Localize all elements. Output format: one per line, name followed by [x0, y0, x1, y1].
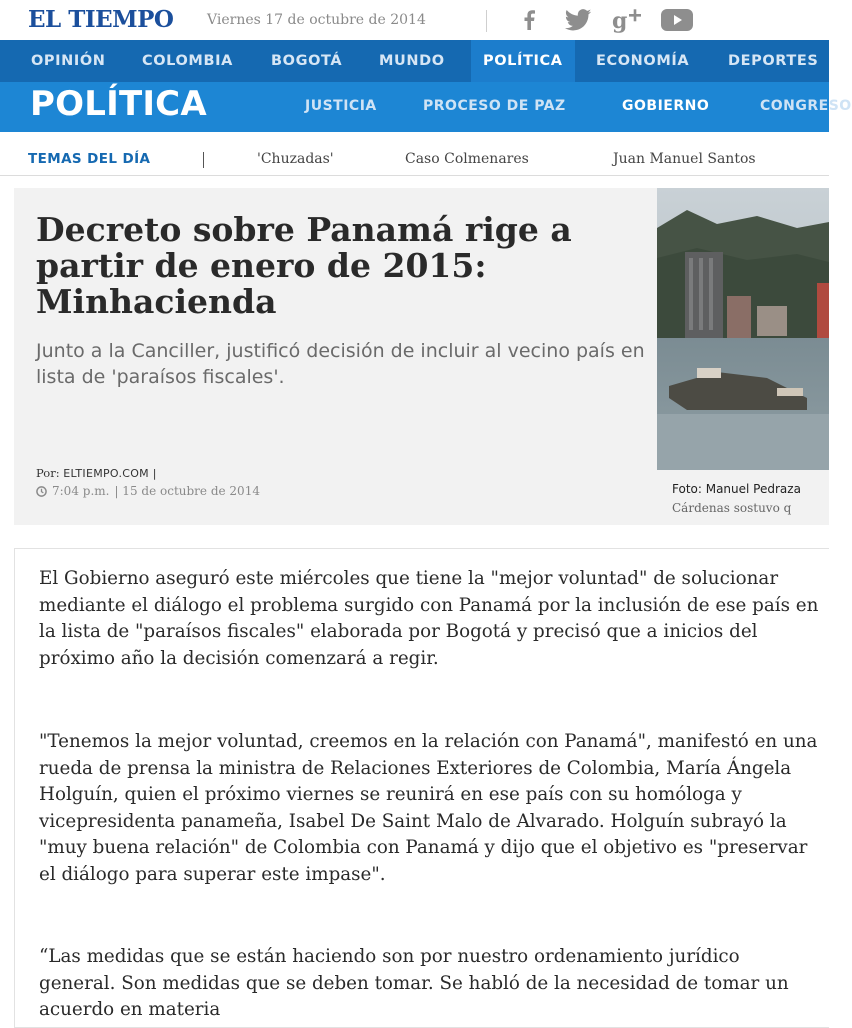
article-photo[interactable] [657, 188, 829, 470]
article-paragraph: El Gobierno aseguró este miércoles que tiene la "mejor voluntad" de solucionar mediante el diálogo el problema surgido con Panamá por la inclusión de ese país en la lista de "paraísos fiscales" elaborada por Bogotá y precisó que a inicios del próximo año la decisión comenzará a regir. [39, 568, 819, 669]
byline [36, 466, 157, 480]
nav-item-opinion[interactable]: OPINIÓN [31, 53, 106, 69]
topic-link[interactable]: Juan Manuel Santos [613, 151, 756, 167]
nav-item-mundo[interactable]: MUNDO [379, 53, 445, 69]
article-deck: Junto a la Canciller, justificó decisión de incluir al vecino país en lista de 'paraísos fiscales'. [36, 340, 645, 388]
nav-item-economia[interactable]: ECONOMÍA [596, 53, 690, 69]
subnav-item-justicia[interactable]: JUSTICIA [305, 98, 377, 114]
byline-source[interactable]: ELTIEMPO.COM | [63, 467, 157, 480]
publish-date-value: | 15 de octubre de 2014 [114, 484, 260, 498]
publish-time [36, 484, 260, 498]
section-title[interactable]: POLÍTICA [30, 84, 207, 124]
topic-link[interactable]: 'Chuzadas' [257, 151, 334, 167]
google-plus-icon[interactable] [611, 6, 643, 34]
nav-item-politica[interactable]: POLÍTICA [471, 40, 575, 82]
article-paragraph: "Tenemos la mejor voluntad, creemos en la relación con Panamá", manifestó en una rueda de prensa la ministra de Relaciones Exteriores de Colombia, María Ángela Holguín, quien el próximo viernes se reunirá en ese país con su homóloga y vicepresidenta panameña, Isabel De Saint Malo de Alvarado. Holguín subrayó la "muy buena relación" de Colombia con Panamá y dijo que el objetivo es "preservar el diálogo para superar este impase". [39, 731, 818, 885]
current-date: Viernes 17 de octubre de 2014 [207, 12, 426, 28]
youtube-icon[interactable] [660, 6, 694, 34]
facebook-icon[interactable] [518, 6, 540, 34]
nav-item-deportes[interactable]: DEPORTES [728, 53, 819, 69]
byline-prefix: Por: [36, 466, 60, 480]
subnav-item-gobierno[interactable]: GOBIERNO [622, 98, 710, 114]
divider [486, 10, 487, 32]
topics-label: TEMAS DEL DÍA [28, 151, 151, 167]
main-nav [0, 40, 829, 82]
publish-time-value: 7:04 p.m. [52, 484, 110, 498]
clock-icon [36, 486, 47, 497]
divider [203, 152, 204, 168]
article-header [14, 188, 829, 525]
topic-link[interactable]: Caso Colmenares [405, 151, 529, 167]
twitter-icon[interactable] [562, 6, 594, 34]
nav-item-colombia[interactable]: COLOMBIA [142, 53, 233, 69]
top-bar [0, 0, 829, 40]
section-header [0, 82, 852, 132]
topics-bar [0, 132, 829, 176]
photo-caption: Cárdenas sostuvo q [672, 501, 792, 515]
subnav-item-proceso-de-paz[interactable]: PROCESO DE PAZ [423, 98, 566, 114]
site-logo[interactable]: EL TIEMPO [28, 6, 174, 33]
svg-text:g: g [612, 8, 628, 34]
article-paragraph: “Las medidas que se están haciendo son por nuestro ordenamiento jurídico general. Son medidas que se deben tomar. Se habló de la necesidad de tomar un acuerdo en materia [39, 946, 789, 1021]
article-body [14, 548, 829, 1028]
photo-credit: Foto: Manuel Pedraza [672, 482, 801, 496]
nav-item-bogota[interactable]: BOGOTÁ [271, 53, 343, 69]
article-headline: Decreto sobre Panamá rige a partir de enero de 2015: Minhacienda [36, 210, 572, 321]
subnav-item-congreso[interactable]: CONGRESO [760, 98, 852, 114]
